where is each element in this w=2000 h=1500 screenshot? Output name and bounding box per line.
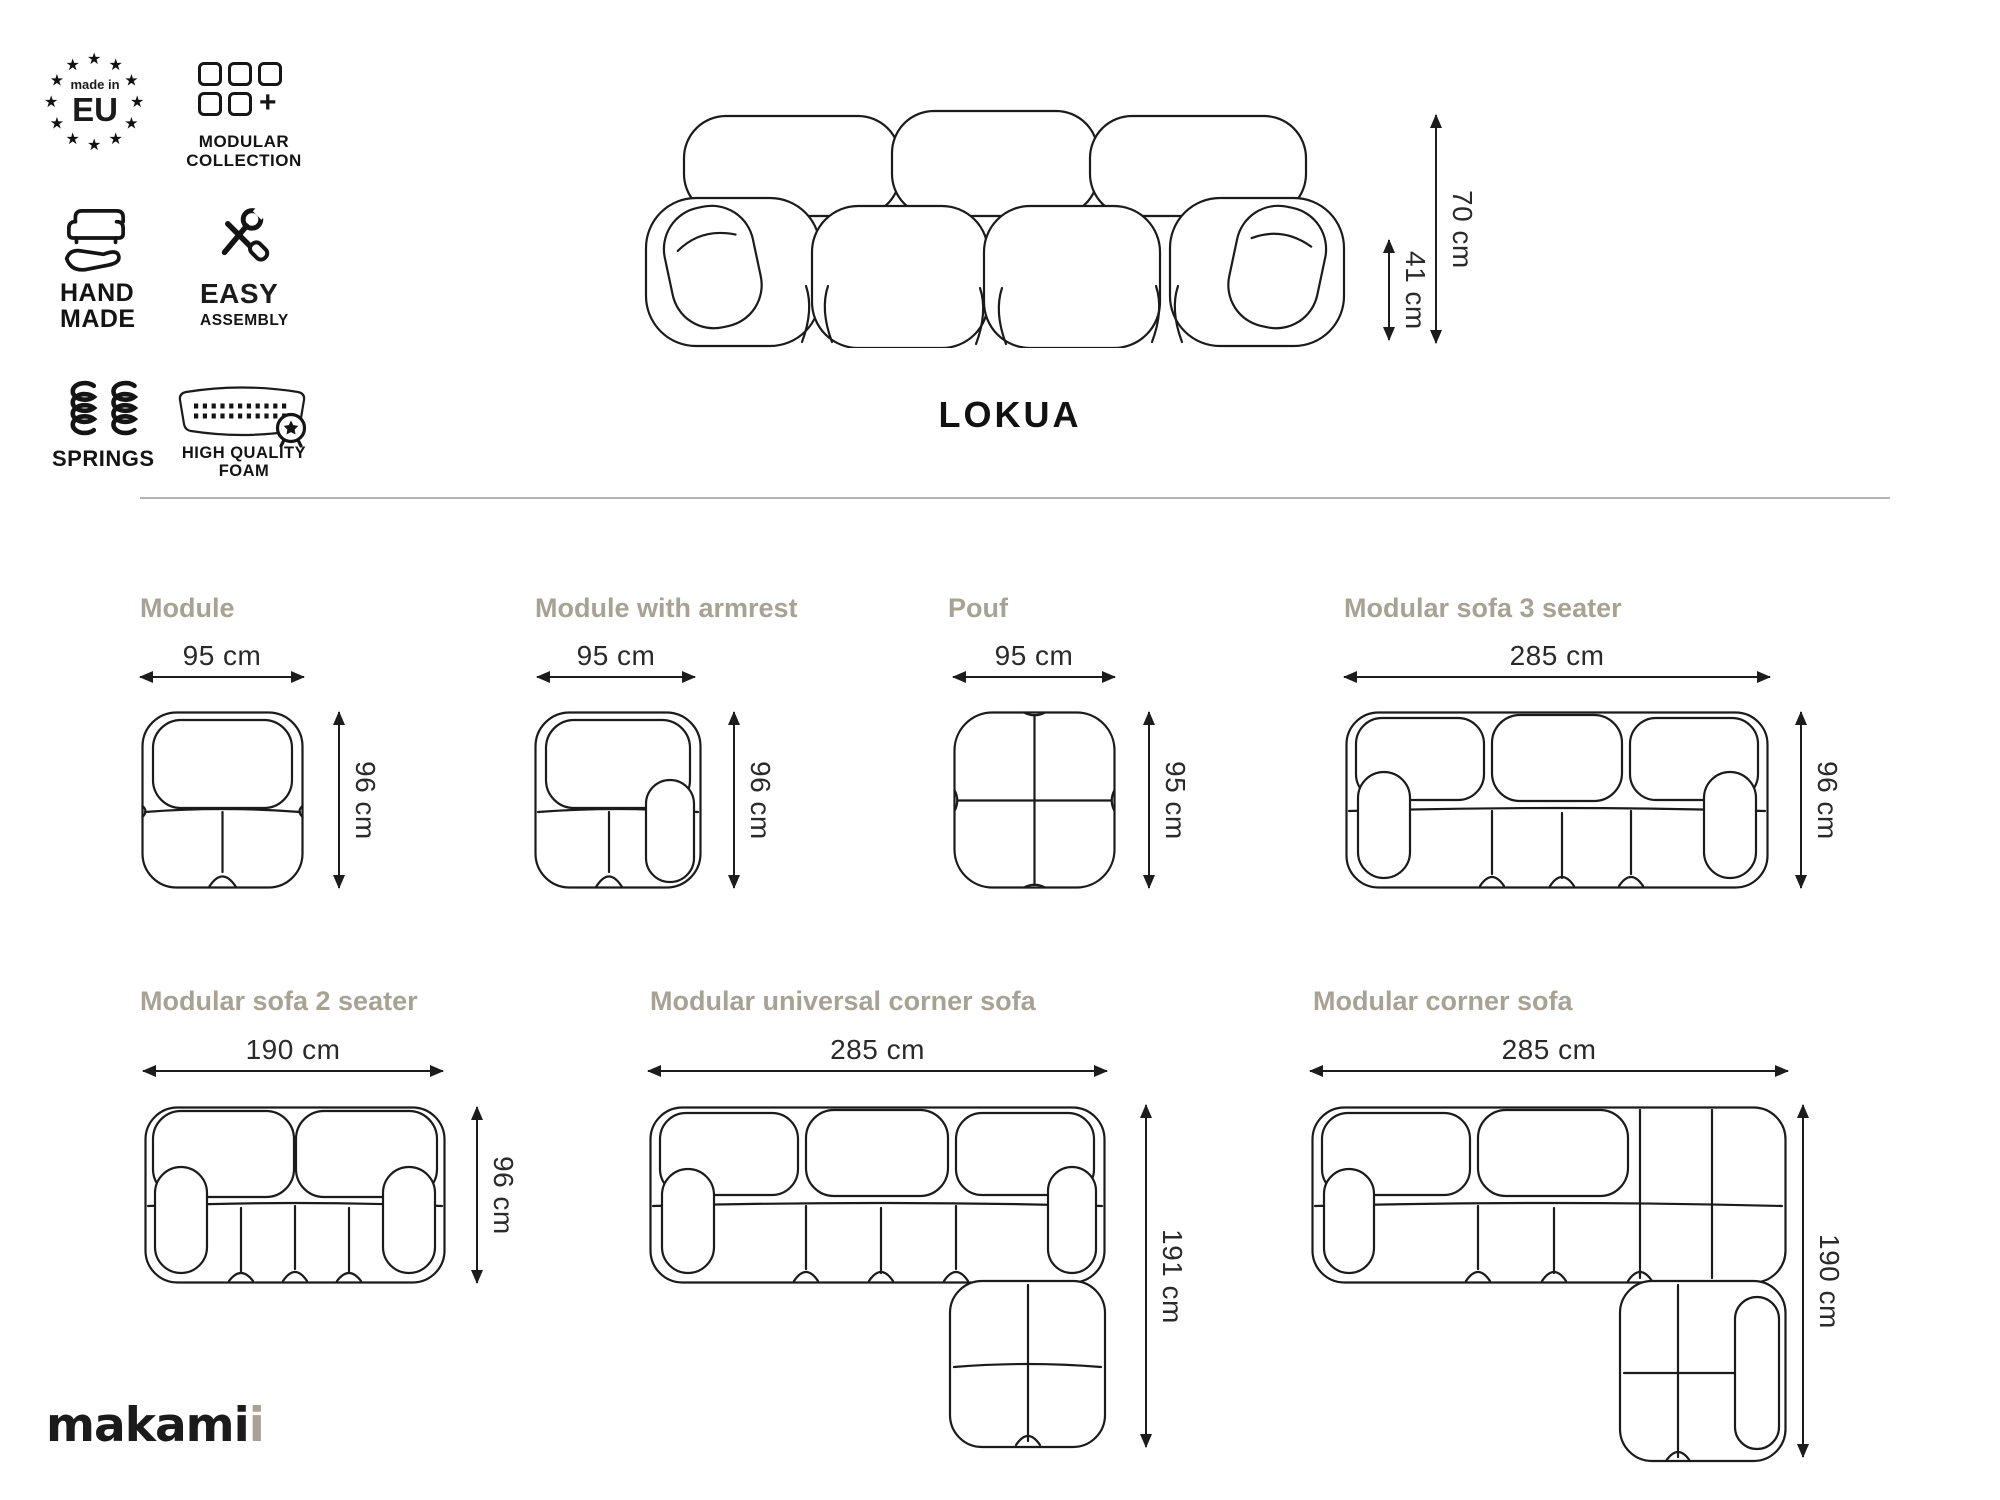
dim-module-width: 95 cm: [140, 640, 304, 678]
dim-module-armrest-width: 95 cm: [537, 640, 695, 678]
corner-sofa-top-view-drawing: [1310, 1105, 1788, 1463]
divider-line: [140, 497, 1890, 499]
springs-label: SPRINGS: [52, 446, 155, 471]
dim-3-seater-depth: 96 cm: [1800, 712, 1843, 888]
dim-3-seater-width: 285 cm: [1344, 640, 1770, 678]
dim-corner-sofa-width: 285 cm: [1310, 1034, 1788, 1072]
made-in-eu-text: made in EU: [70, 77, 120, 128]
dim-corner-sofa-depth: 190 cm: [1802, 1105, 1845, 1457]
dim-2-seater-depth: 96 cm: [476, 1107, 519, 1283]
pouf-title: Pouf: [948, 593, 1008, 623]
pouf-top-view-drawing: [952, 710, 1117, 890]
easy-assembly-tools-icon: [208, 204, 274, 270]
sofa-3-seater-top-view-drawing: [1344, 710, 1770, 890]
high-quality-foam-icon: [176, 382, 314, 448]
made-in-eu-badge: [45, 48, 145, 152]
modular-collection-label: MODULAR COLLECTION: [186, 132, 302, 170]
plus-icon: [258, 92, 282, 116]
corner-sofa-title: Modular corner sofa: [1313, 986, 1573, 1016]
universal-corner-sofa-title: Modular universal corner sofa: [650, 986, 1036, 1016]
easy-assembly-label: EASY ASSEMBLY: [200, 278, 289, 329]
product-name: LOKUA: [938, 394, 1082, 435]
dim-universal-corner-depth: 191 cm: [1145, 1105, 1188, 1447]
makamii-logo: makamii: [46, 1398, 264, 1453]
dim-pouf-width: 95 cm: [953, 640, 1115, 678]
sofa-2-seater-top-view-drawing: [143, 1105, 447, 1285]
hand-made-icon: [58, 200, 134, 276]
module-top-view-drawing: [140, 710, 305, 890]
dim-module-armrest-depth: 96 cm: [733, 712, 776, 888]
sofa-3-seater-title: Modular sofa 3 seater: [1344, 593, 1622, 623]
module-armrest-top-view-drawing: [533, 710, 703, 890]
module-armrest-title: Module with armrest: [535, 593, 798, 623]
dim-module-depth: 96 cm: [338, 712, 381, 888]
hand-made-label: HAND MADE: [60, 279, 136, 333]
module-title: Module: [140, 593, 235, 623]
dim-front-seat-height: 41 cm: [1388, 240, 1431, 340]
dim-2-seater-width: 190 cm: [143, 1034, 443, 1072]
dim-pouf-depth: 95 cm: [1148, 712, 1191, 888]
dim-front-total-height: 70 cm: [1435, 115, 1478, 343]
high-quality-foam-label: HIGH QUALITY FOAM: [181, 444, 307, 480]
universal-corner-sofa-top-view-drawing: [648, 1105, 1107, 1450]
sofa-front-view-drawing: [640, 108, 1350, 348]
modular-collection-icon: [198, 62, 328, 122]
springs-icon: [66, 376, 140, 440]
dim-universal-corner-width: 285 cm: [648, 1034, 1107, 1072]
sofa-2-seater-title: Modular sofa 2 seater: [140, 986, 418, 1016]
